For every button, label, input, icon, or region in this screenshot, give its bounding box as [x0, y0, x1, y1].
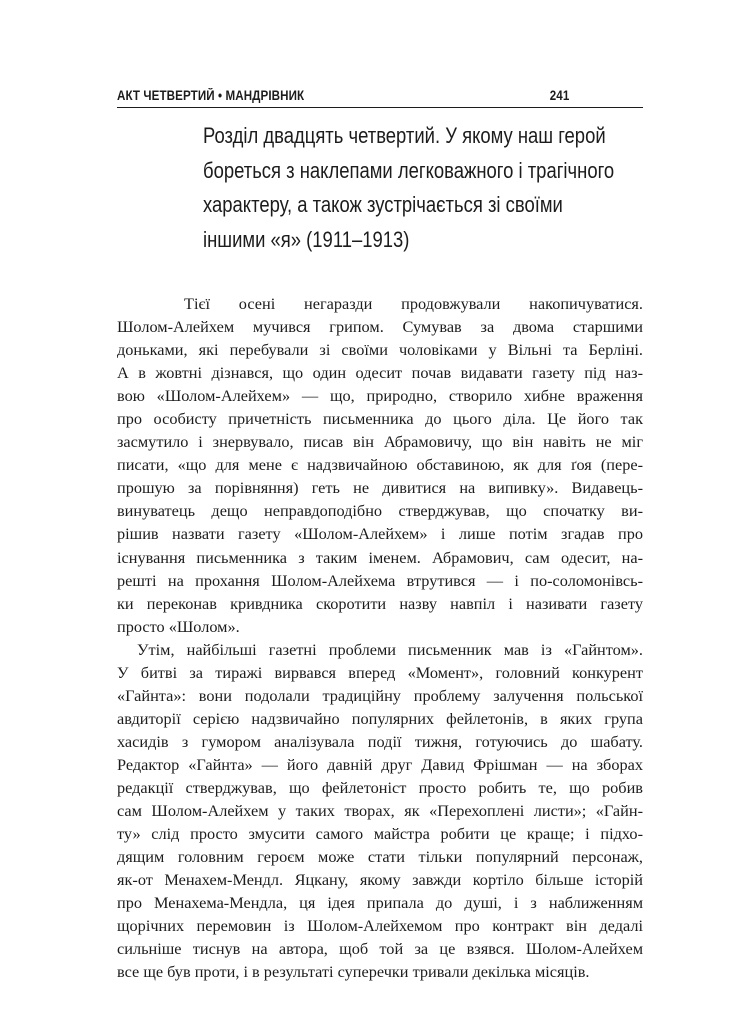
text-line: доньками, які перебували зі своїми чоловіками у Вільні та Берліні. [117, 340, 643, 360]
chapter-title [203, 119, 613, 257]
text-line: як-от Менахем-Мендл. Яцкану, якому завжди кортіло більше історій [117, 870, 643, 890]
text-line: Редактор «Гайнта» — його давній друг Давид Фрішман — на зборах [117, 754, 643, 774]
paragraph [117, 638, 643, 984]
text-line: рішив назвати газету «Шолом-Алейхем» і лише потім згадав про [117, 524, 643, 544]
text-line: щорічних перемовин із Шолом-Алейхемом про контракт він дедалі [117, 916, 643, 936]
text-line: Тієї осені негаразди продовжували накопичуватися. [184, 294, 643, 313]
running-head [117, 88, 569, 103]
header-rule [117, 107, 643, 108]
text-line: Шолом-Алейхем мучився грипом. Сумував за двома старшими [117, 317, 643, 337]
text-line: винуватець дещо неправдоподібно стверджував, що спочатку ви- [117, 501, 643, 521]
text-line: Утім, найбільші газетні проблеми письменник мав із «Гайнтом». [137, 639, 643, 659]
text-line: дящим головним героєм може стати тільки популярний персонаж, [117, 847, 643, 867]
text-line: просто «Шолом». [117, 616, 240, 636]
text-line: про Менахема-Мендла, ця ідея припала до душі, і з наближенням [117, 893, 643, 913]
chapter-title-line: іншими «я» (1911–1913) [203, 226, 410, 252]
text-line: У битві за тиражі вирвався вперед «Момент», головний конкурент [117, 662, 643, 682]
text-line: писати, «що для мене є надзвичайною обставиною, як для ґоя (пере- [117, 455, 643, 475]
page-number: 241 [549, 88, 570, 103]
text-line: ту» слід просто змусити самого майстра робити це краще; і підхо- [117, 824, 643, 844]
text-line: сам Шолом-Алейхем у таких творах, як «Перехоплені листи»; «Гайн- [117, 801, 643, 821]
text-line: решті на прохання Шолом-Алейхема втрутився — і по-соломонівсь- [117, 570, 643, 590]
chapter-title-line: характеру, а також зустрічається зі своїми [203, 192, 563, 217]
text-line: про особисту причетність письменника до цього діла. Це його так [117, 409, 643, 429]
text-line: сильніше тиснув на автора, щоб той за це взявся. Шолом-Алейхем [117, 939, 643, 959]
text-line: вою «Шолом-Алейхем» — що, природно, створило хибне враження [117, 386, 643, 406]
chapter-title-line: бореться з наклепами легковажного і трагічного [203, 157, 615, 183]
text-line: засмутило і знервувало, писав він Абрамовичу, що він навіть не міг [117, 432, 643, 452]
text-line: все ще був проти, і в результаті суперечки тривали декілька місяців. [117, 962, 590, 982]
chapter-title-line: Розділ двадцять четвертий. У якому наш герой [203, 123, 606, 148]
running-head-title: АКТ ЧЕТВЕРТИЙ • МАНДРІВНИК [117, 88, 305, 103]
text-line: існування письменника з таким іменем. Абрамович, сам одесит, на- [117, 547, 643, 567]
paragraph [117, 292, 643, 638]
text-line: ки переконав кривдника скоротити назву навпіл і називати газету [117, 593, 643, 613]
text-line: прошую за порівняння) геть не дивитися на випивку». Видавець- [117, 478, 643, 498]
text-line: авдиторії серією надзвичайно популярних фейлетонів, в яких група [117, 708, 643, 728]
text-line: хасидів з гумором аналізувала події тижня, готуючись до шабату. [117, 731, 643, 751]
text-line: редакції стверджував, що фейлетоніст просто робить те, що робив [117, 777, 643, 797]
text-line: А в жовтні дізнався, що один одесит почав видавати газету під наз- [117, 363, 643, 383]
text-line: «Гайнта»: вони подолали традиційну проблему залучення польської [117, 685, 643, 705]
body-text [117, 292, 643, 983]
